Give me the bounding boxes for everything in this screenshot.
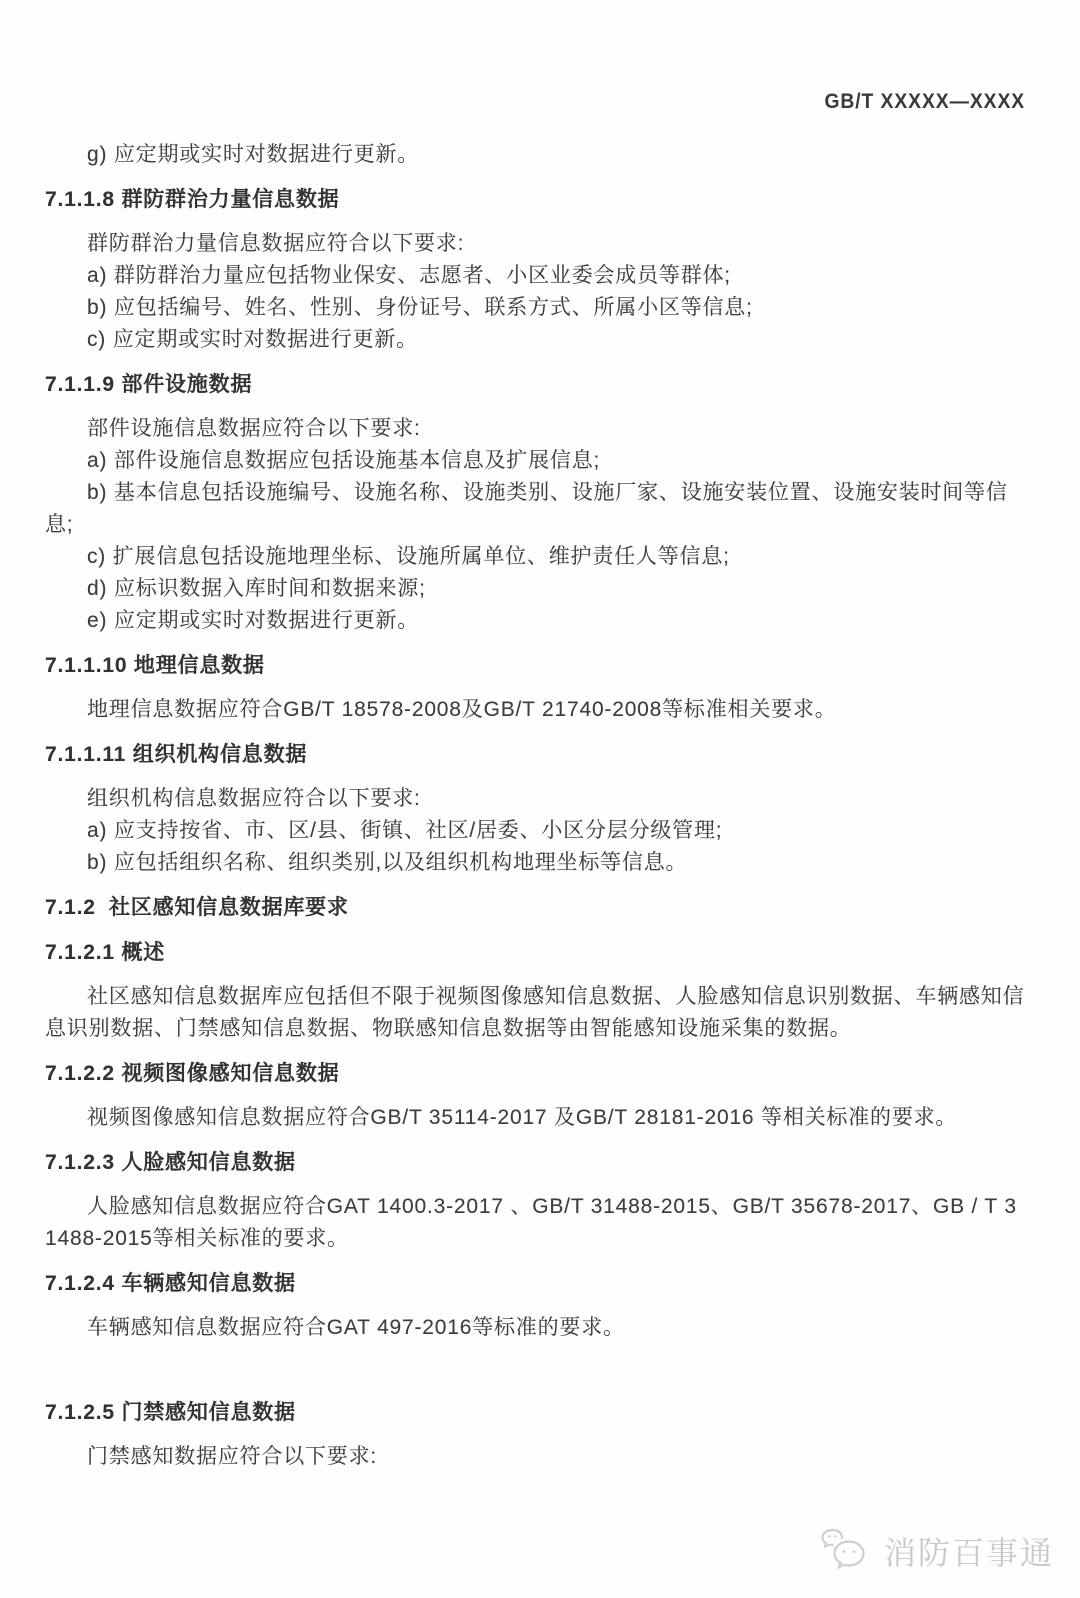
list-item: b) 基本信息包括设施编号、设施名称、设施类别、设施厂家、设施安装位置、设施安装时间等信息; — [45, 481, 1008, 536]
list-item: a) 应支持按省、市、区/县、街镇、社区/居委、小区分层分级管理; — [87, 819, 723, 842]
section-heading: 7.1.2.2 视频图像感知信息数据 — [45, 1062, 340, 1085]
list-item: d) 应标识数据入库时间和数据来源; — [87, 577, 426, 600]
watermark-text: 消防百事通 — [883, 1535, 1054, 1571]
document-body — [45, 139, 1025, 1473]
doc-number: GB/T XXXXX—XXXX — [824, 90, 1025, 113]
paragraph: 视频图像感知信息数据应符合GB/T 35114-2017 及GB/T 28181-2016 等相关标准的要求。 — [87, 1106, 958, 1129]
section-heading: 7.1.2.5 门禁感知信息数据 — [45, 1401, 296, 1424]
section-heading: 7.1.1.8 群防群治力量信息数据 — [45, 188, 340, 211]
section-heading: 7.1.2.3 人脸感知信息数据 — [45, 1151, 296, 1174]
list-item: c) 扩展信息包括设施地理坐标、设施所属单位、维护责任人等信息; — [87, 545, 730, 568]
wechat-icon — [820, 1528, 876, 1574]
section-heading: 7.1.1.9 部件设施数据 — [45, 373, 253, 396]
section-heading: 7.1.2.1 概述 — [45, 941, 166, 964]
list-item: a) 部件设施信息数据应包括设施基本信息及扩展信息; — [87, 449, 601, 472]
paragraph: 门禁感知数据应符合以下要求: — [87, 1445, 378, 1468]
list-item: a) 群防群治力量应包括物业保安、志愿者、小区业委会成员等群体; — [87, 264, 731, 287]
section-heading: 7.1.2.4 车辆感知信息数据 — [45, 1272, 296, 1295]
paragraph: 地理信息数据应符合GB/T 18578-2008及GB/T 21740-2008等标准相关要求。 — [87, 698, 837, 721]
paragraph: 组织机构信息数据应符合以下要求: — [87, 787, 421, 810]
section-heading: 7.1.1.10 地理信息数据 — [45, 654, 265, 677]
watermark — [820, 1528, 1054, 1574]
section-heading: 7.1.1.11 组织机构信息数据 — [45, 743, 308, 766]
list-item: b) 应包括编号、姓名、性别、身份证号、联系方式、所属小区等信息; — [87, 296, 753, 319]
section-heading: 7.1.2 社区感知信息数据库要求 — [45, 896, 349, 919]
paragraph: 群防群治力量信息数据应符合以下要求: — [87, 232, 465, 255]
paragraph: 人脸感知信息数据应符合GAT 1400.3-2017 、GB/T 31488-2015、GB/T 35678-2017、GB / T 31488-2015等相关标准的要求。 — [45, 1195, 1017, 1250]
list-item: e) 应定期或实时对数据进行更新。 — [87, 609, 420, 632]
paragraph: 社区感知信息数据库应包括但不限于视频图像感知信息数据、人脸感知信息识别数据、车辆感知信息识别数据、门禁感知信息数据、物联感知信息数据等由智能感知设施采集的数据。 — [45, 985, 1025, 1040]
paragraph: 部件设施信息数据应符合以下要求: — [87, 417, 421, 440]
list-item: g) 应定期或实时对数据进行更新。 — [87, 143, 420, 166]
paragraph: 车辆感知信息数据应符合GAT 497-2016等标准的要求。 — [87, 1316, 625, 1339]
list-item: b) 应包括组织名称、组织类别,以及组织机构地理坐标等信息。 — [87, 851, 688, 874]
list-item: c) 应定期或实时对数据进行更新。 — [87, 328, 418, 351]
